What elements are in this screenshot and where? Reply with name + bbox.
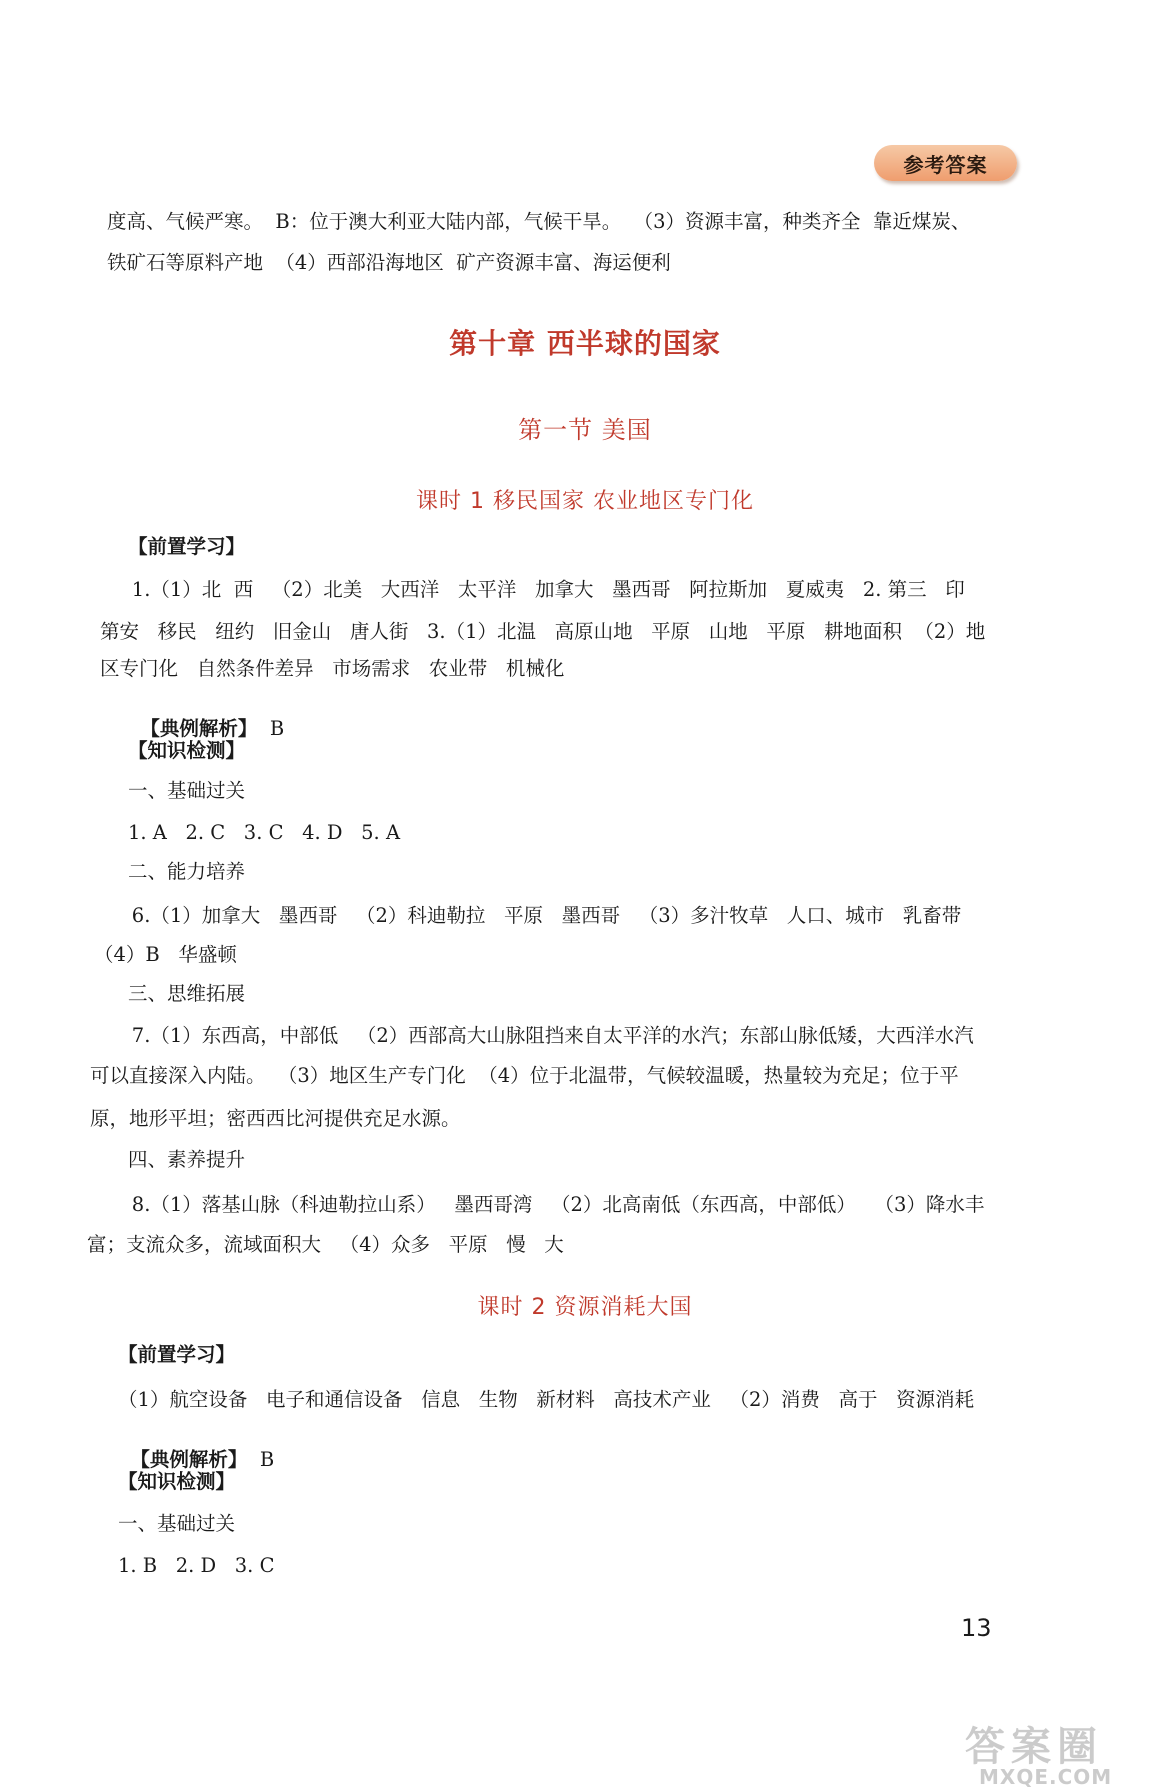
lesson-1-prestudy-line-2: 第安 移民 纽约 旧金山 唐人街 3.（1）北温 高原山地 平原 山地 平原 耕地面积 （2）地 [100, 620, 986, 643]
lesson-1-prestudy-line-1: 1.（1）北 西 （2）北美 大西洋 太平洋 加拿大 墨西哥 阿拉斯加 夏威夷 2. 第三 印 [107, 578, 965, 601]
lesson-1-part4-title: 四、素养提升 [128, 1148, 246, 1171]
lesson-1-part3-title: 三、思维拓展 [128, 982, 246, 1005]
chapter-title: 第十章 西半球的国家 [449, 327, 721, 360]
lesson-1-part4-line-2: 富；支流众多，流域面积大 （4）众多 平原 慢 大 [87, 1233, 564, 1256]
lesson-1-prestudy-tag: 【前置学习】 [128, 535, 246, 558]
lesson-2-example-answer: B [259, 1447, 275, 1471]
lesson-2-prestudy-line: （1）航空设备 电子和通信设备 信息 生物 新材料 高技术产业 （2）消费 高于 资源消耗 [118, 1388, 975, 1411]
lesson-1-part2-title: 二、能力培养 [128, 860, 246, 883]
lesson-2-part1-answers: 1. B 2. D 3. C [118, 1554, 275, 1577]
lesson-1-part1-answers: 1. A 2. C 3. C 4. D 5. A [128, 821, 401, 844]
continued-text-line-1: 度高、气候严寒。 B：位于澳大利亚大陆内部，气候干旱。 （3）资源丰富，种类齐全 靠近煤炭、 [107, 210, 971, 233]
lesson-2-check-tag: 【知识检测】 [118, 1470, 236, 1493]
lesson-1-part1-title: 一、基础过关 [128, 779, 246, 802]
watermark-url: MXQE.COM [979, 1765, 1113, 1789]
lesson-2-prestudy-tag: 【前置学习】 [118, 1343, 236, 1366]
lesson-1-prestudy-line-3: 区专门化 自然条件差异 市场需求 农业带 机械化 [100, 657, 565, 680]
lesson-2-example-row [118, 1430, 274, 1469]
lesson-2-example-tag: 【典例解析】 [130, 1447, 248, 1471]
lesson-1-part4-line-1: 8.（1）落基山脉（科迪勒拉山系） 墨西哥湾 （2）北高南低（东西高，中部低） （3）降水丰 [107, 1193, 985, 1216]
page-number: 13 [961, 1614, 992, 1642]
lesson-1-example-tag: 【典例解析】 [140, 716, 258, 740]
continued-text-line-2: 铁矿石等原料产地 （4）西部沿海地区 矿产资源丰富、海运便利 [107, 251, 671, 274]
lesson-1-part3-line-3: 原，地形平坦；密西西比河提供充足水源。 [90, 1107, 461, 1130]
lesson-1-example-answer: B [269, 716, 285, 740]
lesson-2-title: 课时 2 资源消耗大国 [477, 1295, 693, 1320]
reference-answer-badge: 参考答案 [874, 145, 1017, 181]
section-title: 第一节 美国 [518, 416, 652, 444]
lesson-1-part2-line-2: （4）B 华盛顿 [94, 943, 237, 966]
lesson-1-check-tag: 【知识检测】 [128, 739, 246, 762]
lesson-1-part3-line-2: 可以直接深入内陆。 （3）地区生产专门化 （4）位于北温带，气候较温暖，热量较为充足；位于平 [90, 1064, 959, 1087]
lesson-1-part2-line-1: 6.（1）加拿大 墨西哥 （2）科迪勒拉 平原 墨西哥 （3）多汁牧草 人口、城市 乳畜带 [107, 904, 962, 927]
lesson-1-title: 课时 1 移民国家 农业地区专门化 [416, 489, 754, 514]
lesson-1-example-row [128, 699, 284, 738]
watermark-logo: 答案圈 [965, 1724, 1103, 1770]
lesson-1-part3-line-1: 7.（1）东西高，中部低 （2）西部高大山脉阻挡来自太平洋的水汽；东部山脉低矮，大西洋水汽 [107, 1024, 974, 1047]
lesson-2-part1-title: 一、基础过关 [118, 1512, 236, 1535]
watermark [925, 1715, 1170, 1792]
